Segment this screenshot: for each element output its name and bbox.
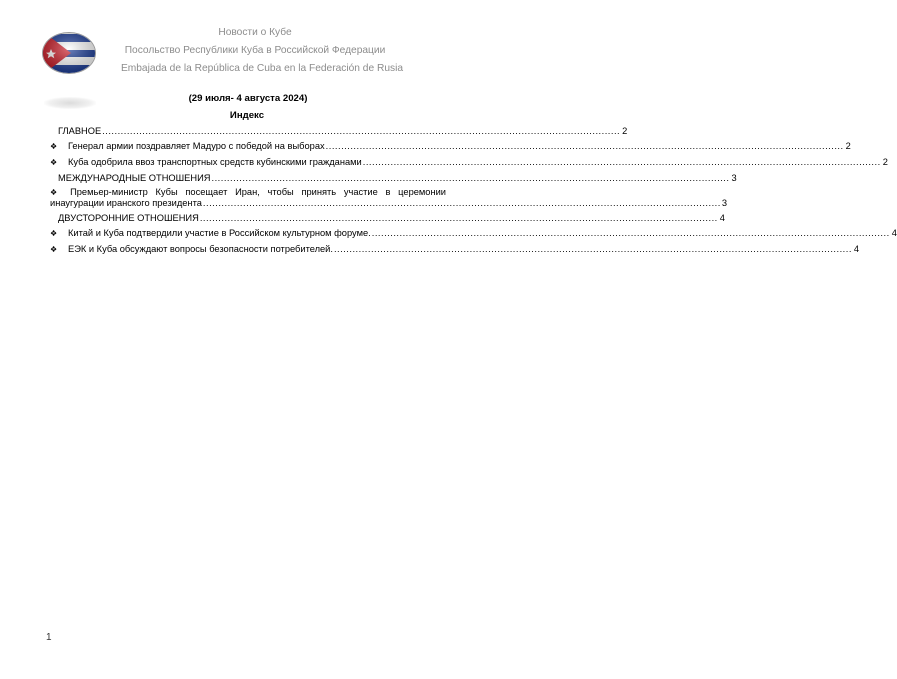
toc-leader: ........................................................................................................................................................................ [202, 198, 721, 209]
toc-label: ДВУСТОРОННИЕ ОТНОШЕНИЯ [58, 212, 199, 223]
toc-item-china-forum[interactable] [50, 227, 897, 241]
toc-leader: ........................................................................................................................................................................ [325, 140, 844, 151]
toc-label: Генерал армии поздравляет Мадуро с победой на выборах [68, 140, 325, 151]
diamond-bullet-icon: ❖ [50, 228, 58, 238]
toc-label: ЕЭК и Куба обсуждают вопросы безопасности потребителей. [68, 243, 333, 254]
header-embassy-ru: Посольство Республики Куба в Российской Федерации [124, 45, 386, 56]
diamond-bullet-icon: ❖ [50, 141, 58, 151]
index-title: Индекс [229, 110, 265, 121]
toc-label: ГЛАВНОЕ [58, 126, 102, 136]
toc-leader: ........................................................................................................................................................................ [362, 156, 881, 167]
toc-label: Китай и Куба подтвердили участие в Российском культурном форуме. [68, 227, 371, 238]
toc-label-line1: Премьер-министр Кубы посещает Иран, чтобы принять участие в церемонии [70, 186, 446, 197]
toc-section-bilateral[interactable] [50, 212, 725, 225]
toc-page: 4 [853, 243, 860, 254]
toc-leader: ........................................................................................................................................................................ [371, 227, 890, 238]
toc-leader: ........................................................................................................................................................................ [102, 126, 621, 136]
toc-item-iran[interactable] [50, 186, 728, 210]
toc-page: 3 [721, 198, 728, 209]
header-title: Новости о Кубе [218, 27, 292, 38]
toc-item-eec-consumer[interactable] [50, 243, 860, 257]
toc-page: 4 [719, 212, 725, 223]
toc-section-international[interactable] [50, 172, 737, 185]
diamond-bullet-icon: ❖ [50, 187, 63, 197]
header-embassy-es: Embajada de la República de Cuba en la Federación de Rusia [120, 63, 404, 74]
toc-page: 2 [622, 126, 628, 136]
toc-section-main[interactable] [50, 125, 628, 138]
document-header [0, 24, 480, 78]
page-number: 1 [46, 632, 52, 643]
toc-leader: ........................................................................................................................................................................ [211, 172, 730, 183]
toc-label: МЕЖДУНАРОДНЫЕ ОТНОШЕНИЯ [58, 172, 211, 183]
toc-page: 4 [891, 227, 897, 238]
toc-page: 2 [882, 156, 888, 167]
table-of-contents [50, 125, 897, 259]
toc-item-vehicles[interactable] [50, 156, 888, 170]
toc-page: 2 [845, 140, 851, 151]
diamond-bullet-icon: ❖ [50, 157, 58, 167]
toc-label: Куба одобрила ввоз транспортных средств кубинскими гражданами [68, 156, 362, 167]
toc-label-line2: инаугурации иранского президента [50, 198, 202, 209]
toc-leader: ........................................................................................................................................................................ [333, 243, 852, 254]
toc-item-maduro[interactable] [50, 140, 851, 154]
diamond-bullet-icon: ❖ [50, 244, 58, 254]
toc-leader: ........................................................................................................................................................................ [199, 212, 718, 223]
date-range: (29 июля- 4 августа 2024) [188, 93, 308, 104]
toc-page: 3 [731, 172, 737, 183]
